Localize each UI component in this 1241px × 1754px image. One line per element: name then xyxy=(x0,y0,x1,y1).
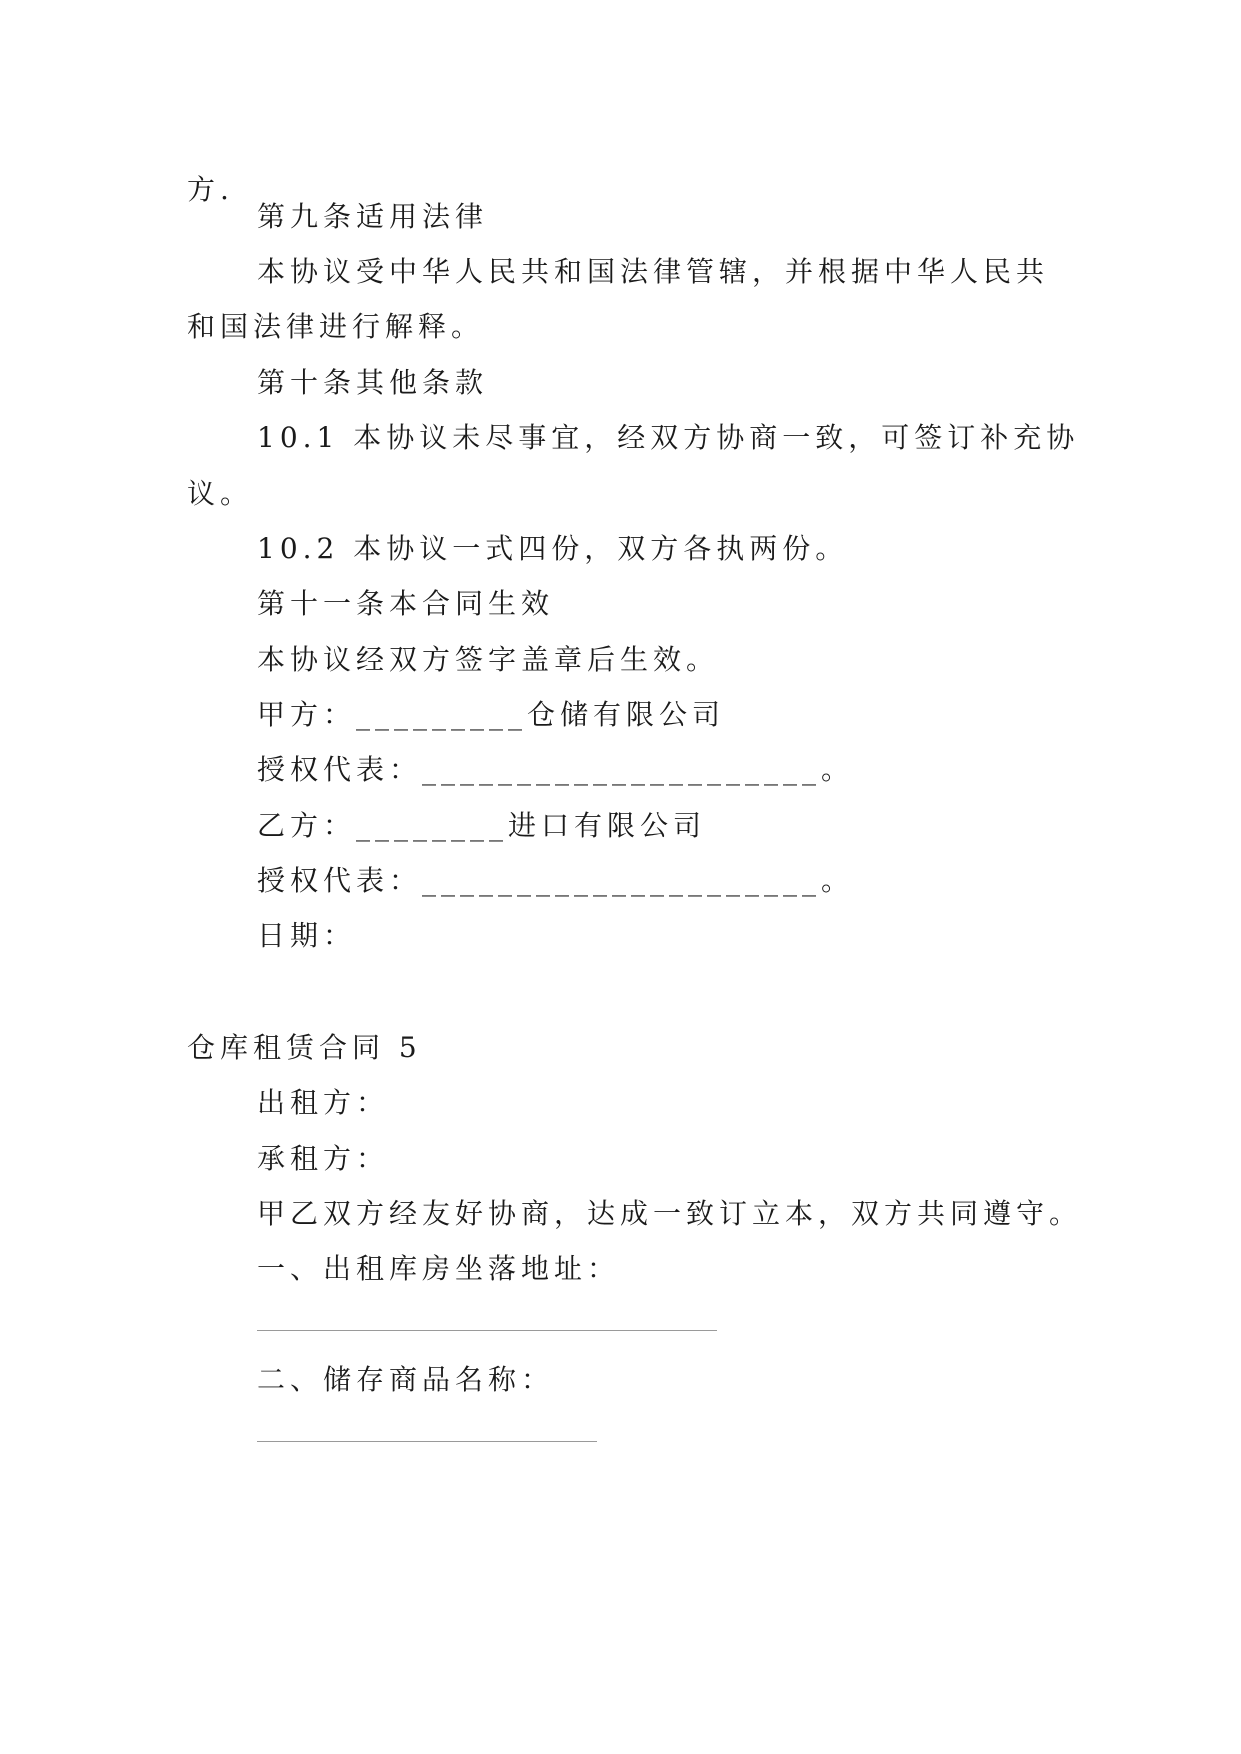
text-line: 和国法律进行解释。 xyxy=(187,310,485,343)
text-line: 本协议受中华人民共和国法律管辖，并根据中华人民共 xyxy=(257,255,1050,288)
section-heading: 二、储存商品名称： xyxy=(257,1363,555,1396)
party-a-line: 甲方：_________仓储有限公司 xyxy=(257,698,726,731)
text-line: 甲乙双方经友好协商，达成一致订立本，双方共同遵守。 xyxy=(257,1197,1083,1230)
contract-title: 仓库租赁合同 5 xyxy=(187,1031,422,1064)
text-line: 10.2 本协议一式四份，双方各执两份。 xyxy=(257,532,849,565)
section-heading: 第十条其他条款 xyxy=(257,366,489,399)
date-line: 日期： xyxy=(257,919,357,952)
text-line: 10.1 本协议未尽事宜，经双方协商一致，可签订补充协 xyxy=(257,421,1080,454)
section-heading: 第十一条本合同生效 xyxy=(257,587,555,620)
text-line: 方. xyxy=(187,173,234,206)
fill-in-blank-line xyxy=(257,1441,597,1442)
fill-in-blank-line xyxy=(257,1330,717,1331)
authorized-rep-line: 授权代表：_____________________。 xyxy=(257,864,855,897)
text-line: 本协议经双方签字盖章后生效。 xyxy=(257,643,720,676)
authorized-rep-line: 授权代表：_____________________。 xyxy=(257,753,855,786)
section-heading: 一、出租库房坐落地址： xyxy=(257,1252,621,1285)
party-b-line: 乙方：________进口有限公司 xyxy=(257,809,707,842)
lessee-line: 承租方： xyxy=(257,1142,390,1175)
lessor-line: 出租方： xyxy=(257,1086,390,1119)
section-heading: 第九条适用法律 xyxy=(257,200,489,233)
text-line: 议。 xyxy=(187,477,254,510)
